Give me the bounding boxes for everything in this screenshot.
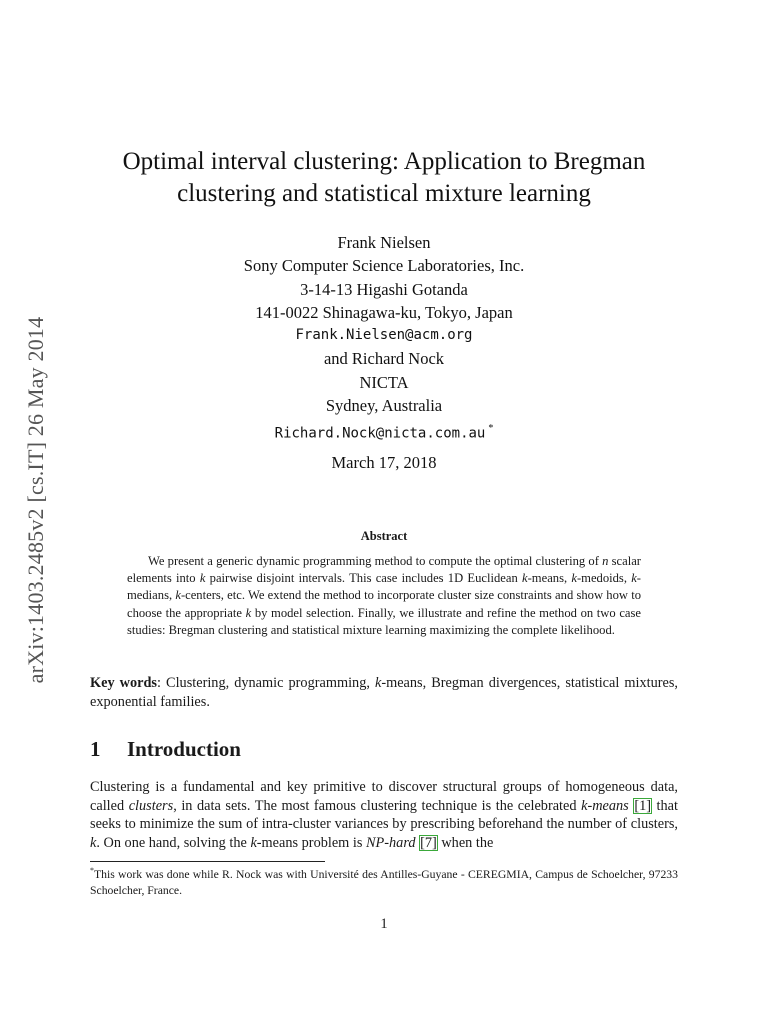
math-var: k — [199, 571, 206, 586]
intro-text: that seeks to minimize the sum of intra-cluster variances by prescribing beforehand the number of clusters, — [90, 797, 678, 833]
abstract-text: -medoids, — [576, 571, 632, 586]
introduction-paragraph — [90, 778, 678, 853]
footnote-mark: * — [90, 866, 94, 875]
math-var: k — [90, 835, 97, 852]
math-var: k — [571, 571, 577, 586]
author-block — [90, 231, 678, 446]
emphasis-text: NP-hard — [366, 835, 416, 852]
emphasis-text: clusters — [128, 797, 174, 814]
author-email-2-line — [90, 417, 678, 446]
abstract-text: pairwise disjoint intervals. This case includes 1D Euclidean — [205, 571, 523, 586]
author-name-2: and Richard Nock — [323, 349, 445, 369]
paper-title — [90, 146, 678, 210]
abstract-text: by model selection. Finally, we illustrate and refine the method on two case studies: Bregman clustering and statistical mixture learning maximizing the complete likelihood. — [127, 605, 641, 637]
paper-date: March 17, 2018 — [331, 453, 437, 472]
abstract-heading: Abstract — [360, 529, 408, 543]
footnote-rule — [90, 861, 325, 862]
intro-text: -means problem is — [256, 835, 366, 852]
math-var: k — [522, 571, 528, 586]
section-number: 1 — [90, 737, 101, 761]
intro-text: Clustering is a fundamental and key primitive to discover structural groups of homogeneous data, called — [90, 779, 678, 814]
abstract-text: We present a generic dynamic programming method to compute the optimal clustering of — [148, 554, 603, 568]
keywords-text: -means, Bregman divergences, statistical mixtures, exponential families. — [90, 675, 678, 710]
math-var: k — [245, 605, 252, 620]
keywords-paragraph — [90, 674, 678, 712]
author-address-line-3: Sydney, Australia — [325, 396, 443, 416]
abstract-text: -centers, etc. We extend the method to incorporate cluster size constraints and show how to choose the appropriate — [127, 588, 641, 620]
author-address-line-2: 141-0022 Shinagawa-ku, Tokyo, Japan — [255, 302, 513, 322]
math-var: k — [631, 571, 637, 586]
author-address-line-1: 3-14-13 Higashi Gotanda — [300, 279, 468, 299]
title-line-2: clustering and statistical mixture learning — [177, 180, 591, 207]
keywords-text: : Clustering, dynamic programming, — [157, 675, 375, 691]
footnote — [90, 863, 678, 899]
math-var: n — [602, 554, 609, 568]
emphasis-text: k-means — [581, 797, 629, 814]
footnote-text: This work was done while R. Nock was with Université des Antilles-Guyane - CEREGMIA, Campus de Schoelcher, 97233 Schoelcher, France. — [90, 867, 678, 897]
abstract-text: scalar elements into — [127, 554, 641, 586]
author-affiliation-2: NICTA — [359, 372, 409, 392]
abstract-text: -medians, — [127, 571, 641, 603]
math-var: k — [374, 675, 382, 691]
keywords-label: Key words — [90, 675, 158, 691]
title-line-1: Optimal interval clustering: Application to Bregman — [122, 148, 646, 175]
intro-text: , in data sets. The most famous clustering technique is the celebrated — [173, 797, 582, 814]
author-affiliation-1: Sony Computer Science Laboratories, Inc. — [243, 256, 525, 276]
page-number: 1 — [380, 916, 388, 932]
author-email-2: Richard.Nock@nicta.com.au — [274, 425, 486, 442]
footnote-marker: * — [488, 423, 494, 435]
author-name-1: Frank Nielsen — [337, 233, 431, 252]
section-heading — [90, 737, 241, 762]
citation-link-1[interactable]: [1] — [634, 797, 651, 814]
section-title: Introduction — [127, 737, 241, 761]
arxiv-identifier-stamp: arXiv:1403.2485v2 [cs.IT] 26 May 2014 — [23, 316, 48, 684]
citation-link-7[interactable]: [7] — [420, 835, 437, 852]
intro-text: . On one hand, solving the — [96, 835, 251, 852]
math-var: k — [250, 835, 257, 852]
author-email-1: Frank.Nielsen@acm.org — [295, 327, 473, 344]
abstract-text: -means, — [527, 571, 572, 586]
math-var: k — [175, 588, 181, 603]
abstract-body — [127, 553, 641, 639]
intro-text: when the — [437, 835, 494, 852]
